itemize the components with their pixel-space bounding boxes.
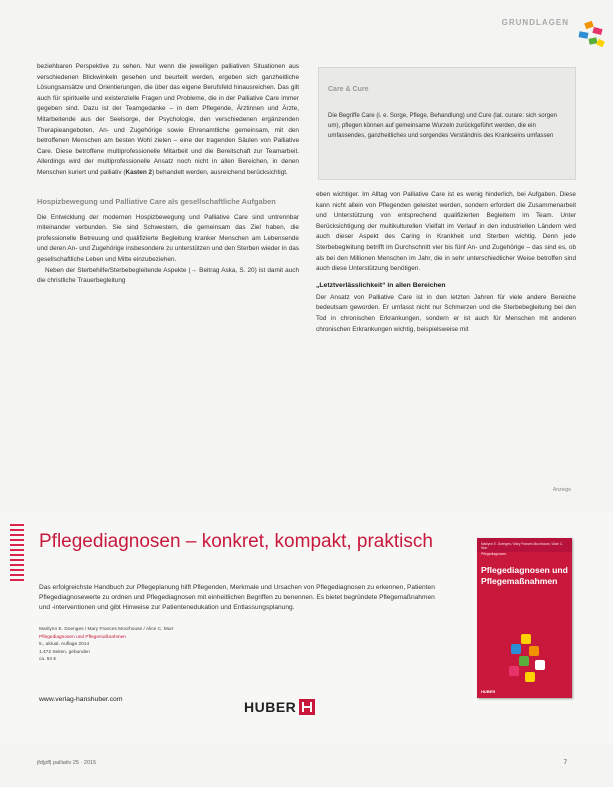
ad-meta-pages: 1.472 Seiten, gebunden bbox=[39, 649, 90, 655]
left-paragraph-2: Die Entwicklung der modernen Hospizbewegung und Palliative Care sind untrennbar miteinander verbunden. Sie sind Schwestern, die gemeinsam das Ziel haben, die professionelle Betreuung und qualifizierte Begleitung kranker Menschen am Lebensende und deren An- und Zugehörige insbesondere zu unterstützen und den Sterben wieder in das gesellschaftliche Leben und Mitte einzubeziehen. bbox=[37, 213, 299, 263]
info-box-care-cure bbox=[318, 67, 576, 180]
ad-title: Pflegediagnosen – konkret, kompakt, praktisch bbox=[39, 531, 433, 552]
ad-meta-title: Pflegediagnosen und Pflegemaßnahmen bbox=[39, 634, 126, 640]
book-cover-image bbox=[477, 538, 572, 698]
book-cover-edition: Pflegediagnosen bbox=[481, 552, 507, 556]
publisher-logo bbox=[244, 698, 315, 716]
book-advertisement[interactable] bbox=[0, 512, 613, 744]
ad-book-meta bbox=[39, 626, 174, 664]
info-box-title: Care & Cure bbox=[328, 86, 369, 93]
left-subheading: Hospizbewegung und Palliative Care als gesellschaftliche Aufgaben bbox=[37, 196, 276, 206]
puzzle-pieces-icon bbox=[507, 634, 552, 686]
ad-label: Anzeige bbox=[552, 487, 571, 493]
book-cover-publisher: HUBER bbox=[481, 689, 496, 694]
ad-stripes-decoration bbox=[10, 524, 24, 584]
page-number: 7 bbox=[563, 760, 567, 766]
publisher-mark-icon bbox=[299, 699, 315, 715]
ad-url-link[interactable]: www.verlag-hanshuber.com bbox=[39, 696, 123, 703]
ad-meta-edition: 5., aktual. Auflage 2014 bbox=[39, 642, 90, 648]
left-paragraph-3: Neben der Sterbehilfe/Sterbebegleitende Aspekte (→ Beitrag Aska, S. 20) ist damit auch die christliche Trauerbegleitung bbox=[37, 266, 299, 285]
section-logo-icon bbox=[571, 22, 605, 52]
right-subheading: „Letztverlässlichkeit“ in allen Bereichen bbox=[316, 281, 446, 289]
book-cover-title: Pflegediagnosen und Pflegemaßnahmen bbox=[481, 565, 568, 586]
section-label: GRUNDLAGEN bbox=[501, 18, 569, 27]
ad-meta-authors: Marilynn E. Doenges / Mary Frances Moorhouse / Alice C. Murr bbox=[39, 627, 174, 632]
journal-footer: jfd|pfl| palliativ 25 · 2015 bbox=[37, 760, 97, 766]
article-left-column bbox=[37, 62, 299, 287]
article-right-column bbox=[316, 190, 576, 335]
ad-meta-price: ca. 64 € bbox=[39, 657, 57, 663]
left-paragraph-1: beziehbaren Perspektive zu sehen. Nur wenn die jeweiligen palliativen Situationen aus verschiedenen Blickwinkeln gesehen und beurteilt werden, ergeben sich ganzheitliche Lösungsansätze und Orientierungen, die über das eigene Berufsfeld hinausreichen. Das gilt auch für spirituelle und existenzielle Fragen und Probleme, die in der Palliative Care immer gegeben sind. Dazu ist der Teamgedanke – in dem Pflegende, Ärztinnen und Ärzte, Mitarbeitende aus der Seelsorge, der Psychologie, den verschiedenen ergänzenden Therapieangeboten, An- und Zugehörige sowie Ehrenamtliche gemeinsam, mit den betroffenen Menschen am besten Wohl zielen – eine der tragenden Säulen von Palliative Care. Diese betroffene multiprofessionelle Mitarbeit und die Bereitschaft zur Teamarbeit. Allerdings wird der multiprofessionelle Ansatz noch nicht in allen Bereichen, in denen Menschen kuriert und palliativ (Kasten 2) behandelt werden, ausreichend berücksichtigt. bbox=[37, 63, 299, 176]
right-paragraph-1: eben wichtiger. Im Alltag von Palliative Care ist es wenig hinderlich, bei Aufgaben. Diese kann nicht allein von Pflegenden geleistet werden, sondern erfordert die Zusammenarbeit und Unterstützung von entsprechend qualifizierten Begleitern im Team. Unter Berücksichtigung der multikulturellen Vielfalt im Verlauf in den industriellen Ländern wird auch dieser Aspekt des Caring in Krankheit und Sterben wichtig. Denn jede Sterbebegleitung betrifft im Durchschnitt vier bis fünf An- und Zugehörige – das sind es, ob als bei den Millionen Menschen im Jahr, die in sehr unterschiedlicher Weise betroffen sind auch diese Unterstützung benötigen. bbox=[316, 191, 576, 273]
right-paragraph-2: Der Ansatz von Palliative Care ist in den letzten Jahren für viele andere Bereiche bedeutsam geworden. Er umfasst nicht nur Schmerzen und die Sterbebegleitung bei den Tod in chronischen Erkrankungen, sondern er ist auch für Menschen mit anderen chronischen Erkrankungen wichtig, beispielsweise mit bbox=[316, 293, 576, 333]
ad-description: Das erfolgreichste Handbuch zur Pflegeplanung hilft Pflegenden, Merkmale und Ursachen von Pflegediagnosen zu erkennen, Patienten Pflegediagnosewerte zu ordnen und Pflegediagnosen mit einheitlichen Begriffen zu benennen. Es bietet begründete Pflegemaßnahmen und -interventionen und gibt Hinweise zur Patientenedukation und Entlassungsplanung. bbox=[39, 584, 435, 612]
info-box-text: Die Begriffe Care (i. e. Sorge, Pflege, Behandlung) und Cure (lat. curare: sich sorgen um), pflegen können auf gemeinsame Wurzeln zurückgeführt werden, die ein umfassendes, ganzheitliches und sorgendes Verständnis des Krankseins umfassen bbox=[328, 112, 557, 139]
book-cover-authors: Marilynn E. Doenges / Mary Frances Moorhouse / Alice C. Murr bbox=[481, 542, 564, 550]
publisher-name: HUBER bbox=[244, 699, 297, 715]
